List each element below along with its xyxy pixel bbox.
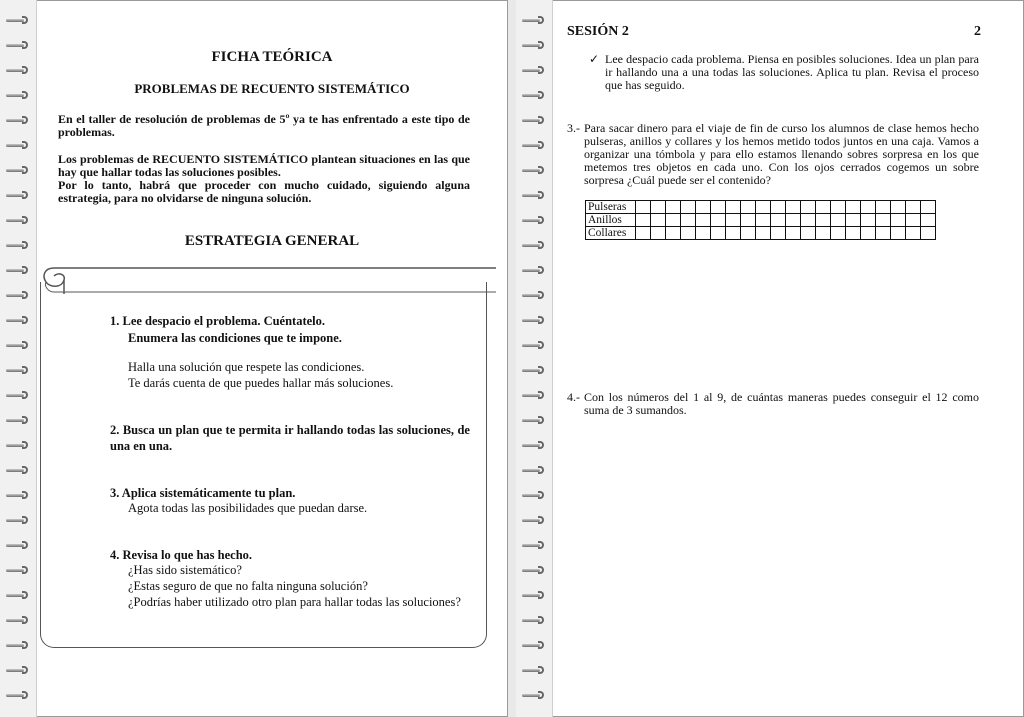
binding-ring-icon [6,618,28,624]
table-row [586,201,936,214]
binding-ring-icon [6,18,28,24]
binding-ring-icon [522,168,544,174]
binding-ring-icon [6,318,28,324]
binding-ring-icon [522,618,544,624]
page-subtitle: PROBLEMAS DE RECUENTO SISTEMÁTICO [134,81,410,96]
binding-ring-icon [522,443,544,449]
table-cell [801,227,816,240]
binding-ring-icon [522,218,544,224]
binding-ring-icon [522,293,544,299]
binding-ring-icon [522,418,544,424]
table-cell [801,214,816,227]
table-cell [741,201,756,214]
table-row-label: Collares [586,227,636,240]
problem-3-number: 3.- [567,121,580,135]
step-4-line-2: ¿Estas seguro de que no falta ninguna solución? [128,579,368,593]
binding-ring-icon [6,218,28,224]
table-cell [711,214,726,227]
table-cell [666,227,681,240]
binding-ring-icon [522,18,544,24]
table-cell [786,214,801,227]
binding-ring-icon [6,543,28,549]
table-cell [651,201,666,214]
table-cell [831,227,846,240]
table-row [586,214,936,227]
binding-ring-icon [522,243,544,249]
binding-ring-icon [522,368,544,374]
table-cell [861,201,876,214]
table-cell [891,227,906,240]
binding-ring-icon [522,568,544,574]
binding-ring-icon [6,643,28,649]
table-cell [666,201,681,214]
table-cell [801,201,816,214]
right-spiral-binding [516,0,553,717]
binding-ring-icon [6,293,28,299]
table-cell [876,214,891,227]
table-cell [726,227,741,240]
binding-ring-icon [6,93,28,99]
table-cell [906,214,921,227]
table-cell [756,227,771,240]
right-page [516,0,1024,717]
binding-ring-icon [522,643,544,649]
problem-4-number: 4.- [567,390,580,404]
binding-ring-icon [522,93,544,99]
step-4-line-1: ¿Has sido sistemático? [128,563,242,577]
binding-ring-icon [6,368,28,374]
binding-ring-icon [6,143,28,149]
table-cell [771,214,786,227]
table-cell [636,201,651,214]
table-cell [861,227,876,240]
binding-ring-icon [6,443,28,449]
instruction-text: Lee despacio cada problema. Piensa en posibles soluciones. Idea un plan para ir hallando una a una todas las soluciones. Aplica tu plan. Revisa el proceso que has seguido. [605,52,979,92]
binding-ring-icon [6,493,28,499]
problem-3-text: Para sacar dinero para el viaje de fin de curso los alumnos de clase hemos hecho pulseras, anillos y collares y los hemos metido todos juntos en una caja. Vamos a organizar una tómbola y para ello estamos llenando sobres sorpresa en los que metemos tres objetos en cada uno. Con los ojos cerrados cogemos un sobre sorpresa ¿Cuál puede ser el contenido? [584,121,979,187]
table-row-label: Anillos [586,214,636,227]
binding-ring-icon [6,43,28,49]
table-cell [726,214,741,227]
step-1-heading-2: Enumera las condiciones que te impone. [128,331,342,345]
binding-ring-icon [6,468,28,474]
combinations-table [585,200,936,240]
step-1-heading: 1. Lee despacio el problema. Cuéntatelo. [110,314,326,328]
table-cell [831,214,846,227]
table-cell [696,201,711,214]
binding-ring-icon [522,543,544,549]
binding-ring-icon [6,593,28,599]
binding-ring-icon [6,518,28,524]
table-cell [756,214,771,227]
binding-ring-icon [522,343,544,349]
table-cell [696,214,711,227]
binding-ring-icon [522,118,544,124]
table-cell [816,214,831,227]
step-3-line-1: Agota todas las posibilidades que puedan darse. [128,501,368,515]
check-icon: ✓ [589,52,600,66]
table-cell [681,201,696,214]
step-2-heading: 2. Busca un plan que te permita ir hallando todas las soluciones, de una en una. [110,423,470,453]
table-cell [681,227,696,240]
binding-ring-icon [6,193,28,199]
table-cell [906,227,921,240]
table-cell [816,201,831,214]
table-cell [711,201,726,214]
strategy-title: ESTRATEGIA GENERAL [184,233,360,249]
intro-paragraph-3: Por lo tanto, habrá que proceder con mucho cuidado, siguiendo alguna estrategia, para no olvidarse de ninguna solución. [58,178,470,205]
binding-ring-icon [522,468,544,474]
page-gap [508,0,516,717]
step-4-line-3: ¿Podrías haber utilizado otro plan para hallar todas las soluciones? [128,595,461,609]
binding-ring-icon [6,168,28,174]
binding-ring-icon [522,318,544,324]
binding-ring-icon [6,668,28,674]
table-cell [651,227,666,240]
table-row-label: Pulseras [586,201,636,214]
table-cell [876,201,891,214]
table-cell [666,214,681,227]
binding-ring-icon [522,193,544,199]
intro-paragraph-1: En el taller de resolución de problemas de 5º ya te has enfrentado a este tipo de problemas. [58,112,470,139]
table-cell [771,201,786,214]
problem-4-text: Con los números del 1 al 9, de cuántas maneras puedes conseguir el 12 como suma de 3 sumandos. [584,390,979,417]
table-row [586,227,936,240]
binding-ring-icon [6,268,28,274]
binding-ring-icon [522,43,544,49]
table-cell [651,214,666,227]
binding-ring-icon [6,243,28,249]
binding-ring-icon [522,493,544,499]
table-cell [846,227,861,240]
binding-ring-icon [6,418,28,424]
binding-ring-icon [522,693,544,699]
session-title: SESIÓN 2 [567,24,629,39]
binding-ring-icon [6,568,28,574]
table-cell [876,227,891,240]
binding-ring-icon [6,68,28,74]
table-cell [906,201,921,214]
table-cell [921,214,936,227]
binding-ring-icon [522,393,544,399]
binding-ring-icon [522,143,544,149]
table-cell [891,201,906,214]
table-cell [681,214,696,227]
table-cell [636,214,651,227]
binding-ring-icon [6,693,28,699]
table-cell [921,227,936,240]
binding-ring-icon [6,118,28,124]
step-3-heading: 3. Aplica sistemáticamente tu plan. [110,486,296,500]
intro-paragraph-2: Los problemas de RECUENTO SISTEMÁTICO plantean situaciones en las que hay que hallar todas las soluciones posibles. [58,152,470,179]
table-cell [786,201,801,214]
table-cell [696,227,711,240]
binding-ring-icon [522,518,544,524]
binding-ring-icon [6,343,28,349]
table-cell [861,214,876,227]
table-cell [846,214,861,227]
step-1-line-2: Te darás cuenta de que puedes hallar más soluciones. [128,376,394,390]
binding-ring-icon [522,68,544,74]
step-4-heading: 4. Revisa lo que has hecho. [110,548,253,562]
table-cell [831,201,846,214]
table-cell [726,201,741,214]
binding-ring-icon [522,668,544,674]
table-cell [891,214,906,227]
table-cell [636,227,651,240]
table-cell [816,227,831,240]
step-1-line-1: Halla una solución que respete las condiciones. [128,360,365,374]
binding-ring-icon [522,268,544,274]
binding-ring-icon [522,593,544,599]
table-cell [756,201,771,214]
page-title: FICHA TEÓRICA [211,49,333,65]
table-cell [741,214,756,227]
table-cell [711,227,726,240]
page-number: 2 [974,24,981,39]
table-cell [771,227,786,240]
left-spiral-binding [0,0,37,717]
table-cell [921,201,936,214]
table-cell [786,227,801,240]
table-cell [846,201,861,214]
binding-ring-icon [6,393,28,399]
table-cell [741,227,756,240]
